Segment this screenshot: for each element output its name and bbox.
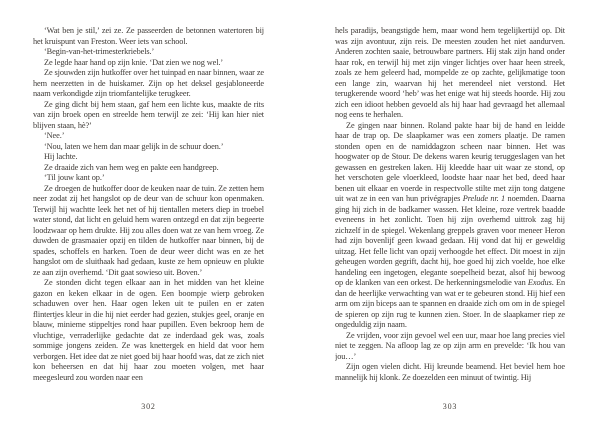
body-text: Ze droegen de hutkoffer door de keuken naar de tuin. Ze zetten hem neer zodat zij het hangslot op de deur van de schuur kon openmaken. Terwijl hij wachtte leek het net of hij tientallen meters diep in troebel water stond, dat licht en geluid hem waren ontzegd en dat zijn begeerte loodzwaar op hem drukte. Hij zou alles doen wat ze van hem vroeg. Ze duwden de grasmaaier opzij en tilden de hutkoffer naar binnen, bij de spades, schoffels en harken. Toen de deur weer dicht was en ze het hangslot om de sluithaak had gedaan, kuste ze hem opnieuw en plukte ze aan zijn overhemd. ‘Dit gaat sowieso uit. Boven.’: [33, 183, 264, 277]
body-text: Ze sjouwden zijn hutkoffer over het tuinpad en naar binnen, waar ze hem neerzetten in de huiskamer. Zijn op het deksel gesjabloneerde naam verkondigde zijn triomfantelijke terugkeer.: [33, 68, 264, 98]
paragraph: [33, 26, 264, 47]
body-text: ‘Nou, laten we hem dan maar gelijk in de schuur doen.’: [44, 141, 224, 151]
paragraph: [33, 142, 264, 153]
body-text: Ze gingen naar binnen. Roland pakte haar bij de hand en leidde haar de trap op. De slaapkamer was een zomers plaatje. De ramen stonden open en de namiddagzon scheen naar binnen. Het was hoogwater op de Stour. De dekens waren keurig teruggeslagen van het gewassen en gestreken laken. Hij kleedde haar uit waar ze stond, op het verschoten gele vloerkleed, loodste haar naar het bed, deed haar benen uit elkaar en voerde in respectvolle stilte met zijn tong datgene uit wat ze in een van hun privégrapjes: [335, 120, 565, 203]
body-text: Ze legde haar hand op zijn knie. ‘Dat zien we nog wel.’: [44, 57, 224, 67]
paragraph: [335, 362, 565, 383]
paragraph: [335, 331, 565, 363]
paragraph: [33, 163, 264, 174]
paragraph: [335, 26, 565, 121]
paragraph: [33, 184, 264, 279]
page-left-text: [33, 26, 264, 398]
body-text: Ze ging dicht bij hem staan, gaf hem een lichte kus, maakte de rits van zijn broek open en streelde hem terwijl ze zei: ‘Hij kan hier niet blijven staan, hè?’: [33, 99, 264, 130]
body-text: ‘Nee.’: [44, 131, 65, 140]
body-text: Ze stonden dicht tegen elkaar aan in het midden van het kleine gazon en keken elkaar in de ogen. Een boompje wierp gebroken schaduwen over hen. Haar ogen leken uit te puilen en er zaten flintertjes kleur in die hij niet eerder had gezien, stukjes geel, oranje en blauw, minieme stippeltjes rond haar pupillen. Even bekroop hem de vluchtige, verraderlijke gedachte dat ze inderdaad gek was, zoals sommige jongens zeiden. Ze was knettergek en hield dat voor hem verborgen. Het idee dat ze niet goed bij haar hoofd was, dat ze zich niet kon beheersen en dat hij haar zou moeten volgen, met haar meegesleurd zou worden naar een: [33, 278, 264, 382]
paragraph: [33, 152, 264, 163]
body-text: noemden. Daarna ging hij zich in de badkamer wassen. Het kleine, roze vertrek baadde eveneens in het zonlicht. Toen hij zijn overhemd uittrok zag hij zichzelf in de spiegel. Wekenlang greppels graven voor meneer Heron had zijn bovenlijf geen kwaad gedaan. Hij vond dat hij er geweldig uitzag. Het felle licht van opzij verhoogde het effect. Dit moest in zijn geheugen worden gegrift, dacht hij, hoe goed hij zich voelde, hoe elke handeling een ingetogen, elegante soepelheid bezat, alsof hij bewoog op de klanken van een orkest. De herkenningsmelodie van: [335, 194, 565, 287]
body-text: ‘Wat ben je stil,’ zei ze. Ze passeerden de betonnen watertoren bij het kruispunt van Freston. Weer iets van school.: [33, 26, 264, 46]
page-right-number: 303: [442, 402, 458, 411]
paragraph: [33, 131, 264, 142]
paragraph: [33, 47, 264, 58]
paragraph: [33, 173, 264, 184]
body-text: Zijn ogen vielen dicht. Hij kreunde beamend. Het beviel hem hoe mannelijk hij klonk. Ze doezelden een minuut of twintig. Hij: [335, 362, 565, 382]
body-text: Ze draaide zich van hem weg en pakte een handgreep.: [44, 162, 219, 172]
paragraph: [335, 121, 565, 331]
paragraph: [33, 100, 264, 132]
paragraph: [33, 278, 264, 383]
page-left-number: 302: [141, 402, 156, 411]
paragraph: [33, 68, 264, 100]
page-right-text: [335, 26, 565, 398]
italic-text: Exodus: [527, 278, 552, 287]
paragraph: [33, 58, 264, 69]
italic-text: Prelude nr. 1: [462, 194, 506, 203]
body-text: hels paradijs, beangstigde hem, maar wond hem tegelijkertijd op. Dit was zijn avontuur, zijn reis. De meesten zouden het niet aandurven. Anderen zochten saaie, betrouwbare partners. Hij stak zijn hand onder haar rok, en terwijl hij met zijn vinger lichtjes over haar heen streek, zoals ze hem geleerd had, mompelde ze op zachte, gelijkmatige toon een lange zin, waarvan hij het merendeel niet verstond. Het terugkerende woord ‘heb’ was het enige wat hij steeds hoorde. Hij zou zich een idioot hebben gevoeld als hij haar had gevraagd het allemaal nog eens te herhalen.: [335, 26, 565, 119]
body-text: ‘Begin-van-het-trimesterkriebels.’: [44, 47, 155, 56]
body-text: Hij lachte.: [44, 152, 78, 161]
body-text: Ze vrijden, voor zijn gevoel wel een uur, maar hoe lang precies viel niet te zeggen. Na afloop lag ze op zijn arm en prevelde: ‘Ik hou van jou…’: [335, 330, 565, 361]
body-text: . En dan de heerlijke verwachting van wat er te gebeuren stond. Hij hief een arm om zijn biceps aan te spannen en draaide zich om om in de spiegel de spieren op zijn rug te kunnen zien. Stoer. In de slaapkamer riep ze ongeduldig zijn naam.: [335, 278, 565, 329]
body-text: ‘Til jouw kant op.’: [44, 173, 105, 182]
page-right: [300, 0, 600, 440]
